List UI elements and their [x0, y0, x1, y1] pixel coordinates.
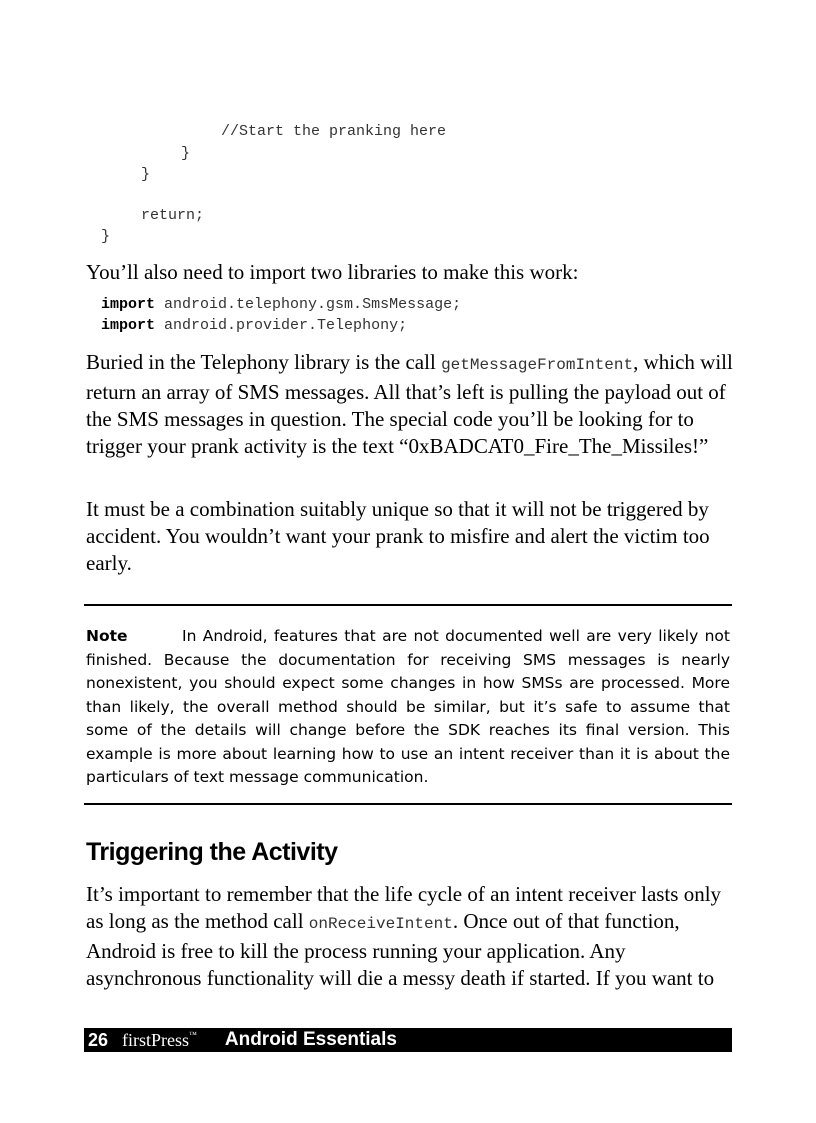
note-top-rule [84, 604, 732, 606]
note-label: Note [86, 627, 128, 645]
note-bottom-rule [84, 803, 732, 805]
code-brace-line: } [141, 166, 151, 183]
publisher-name: firstPress [122, 1029, 190, 1050]
code-import-path: android.telephony.gsm.SmsMessage; [164, 296, 462, 313]
book-title: Android Essentials [224, 1029, 397, 1050]
code-import-line [101, 296, 461, 313]
code-return-line: return; [141, 207, 205, 224]
note-box [86, 625, 730, 790]
code-keyword: import [101, 317, 156, 334]
paragraph-text: It’s important to remember that the life cycle of an intent receiver lasts only as long as the method call [86, 882, 722, 933]
code-keyword: import [101, 296, 156, 313]
code-brace-line: } [101, 228, 111, 245]
note-text: In Android, features that are not documented well are very likely not finished. Because the documentation for receiving SMS messages is nearly nonexistent, you should expect some changes in how SMSs are processed. More than likely, the overall method should be similar, but it’s safe to assume that some of the details will change before the SDK reaches its final version. This example is more about learning how to use an intent receiver than it is about the particulars of text message communication. [86, 627, 730, 786]
publisher-logo [122, 1030, 197, 1051]
paragraph-telephony [86, 349, 736, 460]
code-brace-line: } [181, 145, 191, 162]
trademark-mark: ™ [189, 1029, 197, 1039]
paragraph-unique-combination: It must be a combination suitably unique so that it will not be triggered by accident. You wouldn’t want your prank to misfire and alert the victim too early. [86, 497, 710, 575]
paragraph-text: . Once out of that function, Android is free to kill the process running your application. Any asynchronous functionality will die a messy death if started. If you want to [86, 909, 715, 990]
paragraph-text: Buried in the Telephony library is the call [86, 350, 442, 374]
inline-code: getMessageFromIntent [441, 356, 634, 374]
page-number: 26 [88, 1029, 109, 1050]
inline-code: onReceiveIntent [308, 915, 453, 933]
paragraph-lifecycle [86, 881, 736, 992]
code-comment-line: //Start the pranking here [221, 123, 447, 140]
paragraph-import-intro: You’ll also need to import two libraries to make this work: [86, 260, 579, 284]
page-footer [84, 1028, 732, 1052]
paragraph-text: , which will return an array of SMS messages. All that’s left is pulling the payload out of the SMS messages in question. The special code you’ll be looking for to trigger your prank activity is the text “0xBADCAT0_Fire_The_Missiles!” [86, 350, 733, 458]
section-heading: Triggering the Activity [86, 838, 338, 866]
code-import-line [101, 317, 407, 334]
code-import-path: android.provider.Telephony; [164, 317, 408, 334]
